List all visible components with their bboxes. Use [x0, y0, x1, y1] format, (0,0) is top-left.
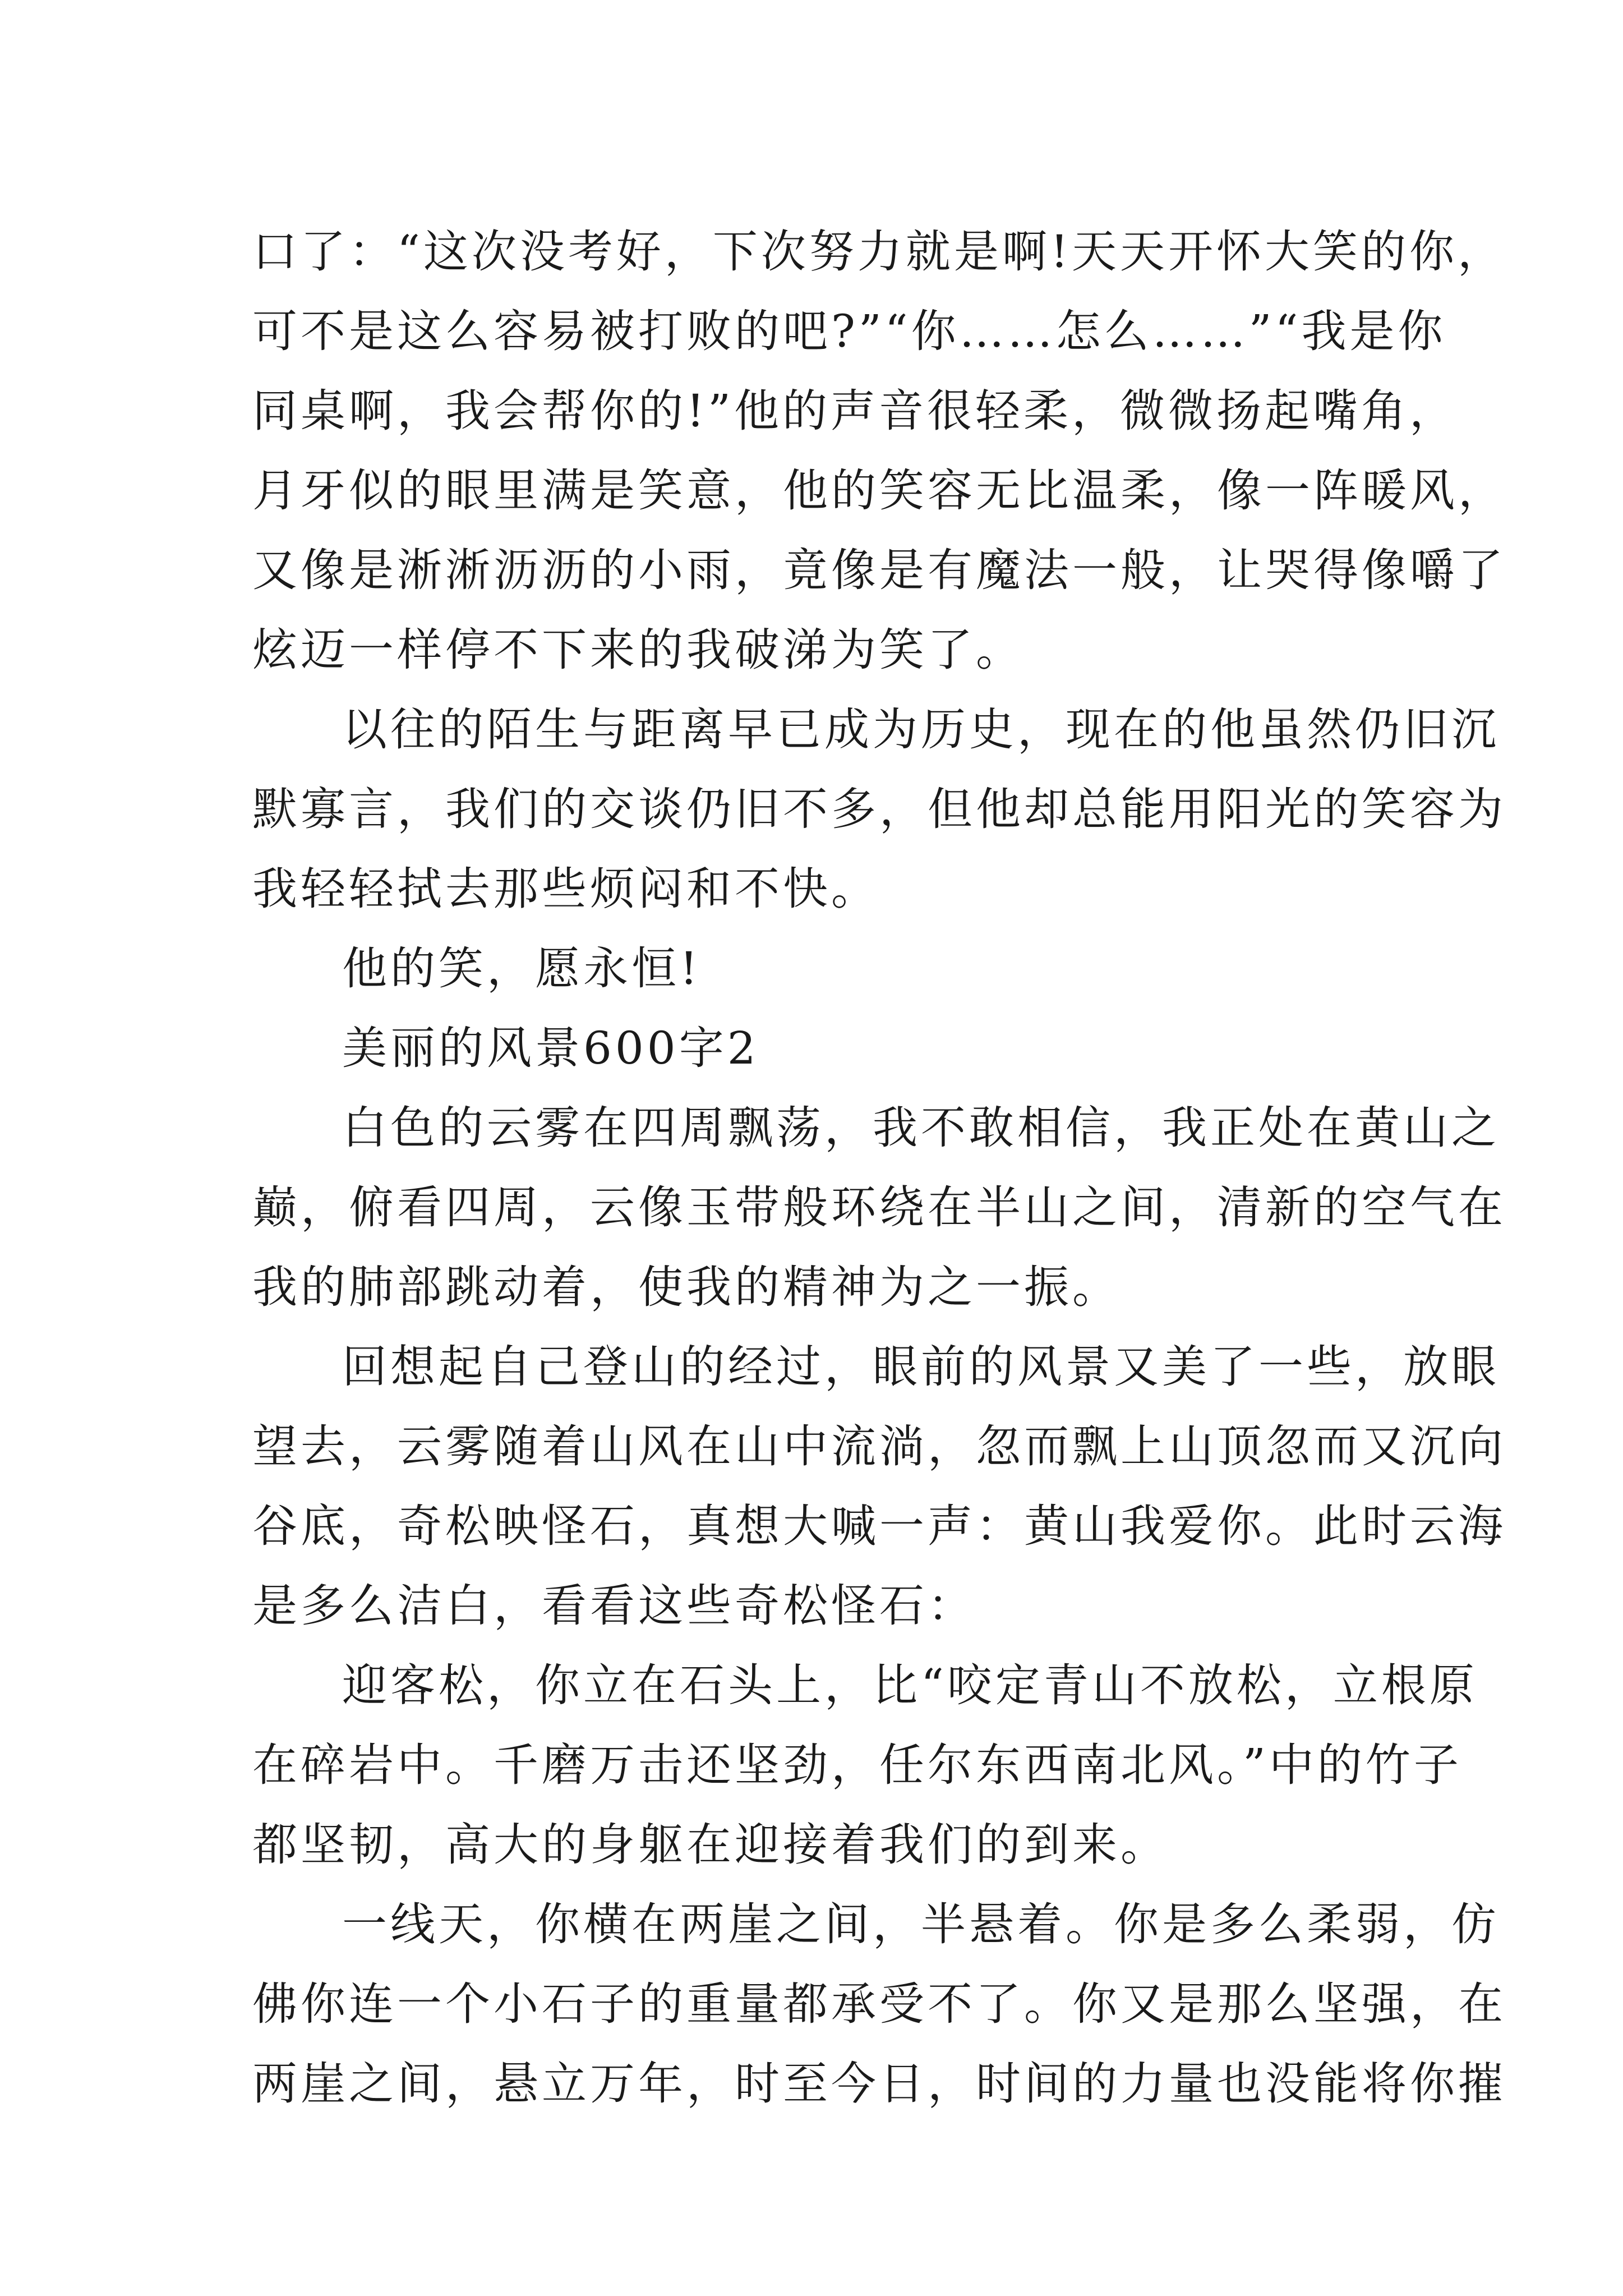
text-line: 同桌啊，我会帮你的!”他的声音很轻柔，微微扬起嘴角，	[252, 385, 1458, 437]
text-line: 巅，俯看四周，云像玉带般环绕在半山之间，清新的空气在	[252, 1181, 1506, 1234]
text-line: 又像是淅淅沥沥的小雨，竟像是有魔法一般，让哭得像嚼了	[252, 544, 1506, 596]
text-line: 我的肺部跳动着，使我的精神为之一振。	[252, 1261, 1121, 1313]
text-line: 口了：“这次没考好，下次努力就是啊!天天开怀大笑的你，	[252, 226, 1506, 278]
section-heading: 美丽的风景600字2	[342, 1022, 759, 1074]
text-line: 可不是这么容易被打败的吧?”“你……怎么……”“我是你	[252, 305, 1446, 357]
paragraph-start-line: 以往的陌生与距离早已成为历史，现在的他虽然仍旧沉	[342, 703, 1500, 756]
document-body	[252, 212, 1506, 2124]
paragraph-start-line: 迎客松，你立在石头上，比“咬定青山不放松，立根原	[342, 1659, 1478, 1711]
text-line: 都坚韧，高大的身躯在迎接着我们的到来。	[252, 1819, 1169, 1871]
text-line: 在碎岩中。千磨万击还坚劲，任尔东西南北风。”中的竹子	[252, 1739, 1462, 1791]
text-line: 佛你连一个小石子的重量都承受不了。你又是那么坚强，在	[252, 1978, 1506, 2030]
text-line: 我轻轻拭去那些烦闷和不快。	[252, 863, 879, 915]
paragraph-start-line: 他的笑，愿永恒!	[342, 942, 702, 995]
text-line: 两崖之间，悬立万年，时至今日，时间的力量也没能将你摧	[252, 2058, 1506, 2110]
text-line: 谷底，奇松映怪石，真想大喊一声：黄山我爱你。此时云海	[252, 1500, 1506, 1552]
paragraph-start-line: 一线天，你横在两崖之间，半悬着。你是多么柔弱，仿	[342, 1898, 1500, 1950]
text-line: 炫迈一样停不下来的我破涕为笑了。	[252, 624, 1024, 676]
text-line: 月牙似的眼里满是笑意，他的笑容无比温柔，像一阵暖风，	[252, 464, 1506, 517]
text-line: 默寡言，我们的交谈仍旧不多，但他却总能用阳光的笑容为	[252, 783, 1506, 835]
paragraph-start-line: 白色的云雾在四周飘荡，我不敢相信，我正处在黄山之	[342, 1102, 1500, 1154]
paragraph-start-line: 回想起自己登山的经过，眼前的风景又美了一些，放眼	[342, 1341, 1500, 1393]
text-line: 是多么洁白，看看这些奇松怪石：	[252, 1580, 976, 1632]
text-line: 望去，云雾随着山风在山中流淌，忽而飘上山顶忽而又沉向	[252, 1420, 1506, 1473]
